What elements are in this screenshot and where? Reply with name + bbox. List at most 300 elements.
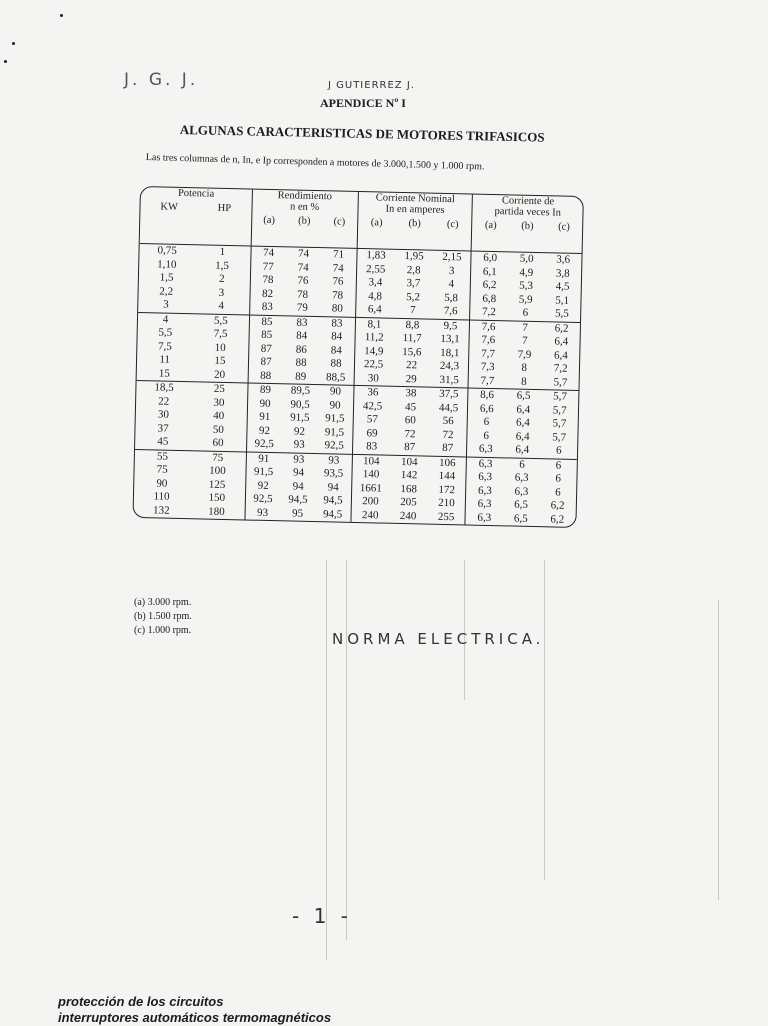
table-cell-value: 92,5 — [254, 437, 274, 451]
table-cell-value: 88 — [330, 357, 342, 370]
table-cell-value: 6 — [483, 415, 490, 428]
table-cell-value: 80 — [331, 302, 343, 315]
power-cell — [138, 244, 250, 315]
speck — [60, 14, 63, 17]
starting-current-cell — [468, 320, 580, 391]
table-cell-value: 15,6 — [402, 345, 422, 358]
table-row-group — [137, 312, 580, 391]
table-cell-value: 4,8 — [368, 289, 383, 303]
table-cell-value: 89,5 — [290, 384, 311, 397]
header-efficiency — [250, 190, 357, 249]
table-cell-value: 76 — [297, 274, 309, 287]
footnote: (a) 3.000 rpm. — [134, 597, 192, 608]
table-cell-value: 94,5 — [288, 493, 308, 506]
header-efficiency-title: Rendimiento — [277, 190, 333, 203]
table-cell-value: 94 — [327, 480, 339, 494]
table-cell-value: 76 — [332, 275, 344, 288]
table-cell-value: 91,5 — [324, 425, 345, 439]
table-cell-value: 3,6 — [556, 253, 571, 266]
table-cell-value: 8,8 — [405, 318, 420, 331]
page-number: - 1 - — [292, 904, 352, 928]
document-subtitle: Las tres columnas de n, In, e Ip corresponden a motores de 3.000,1.500 y 1.000 rpm. — [145, 152, 485, 173]
table-cell-value: 7,2 — [553, 362, 568, 375]
table-cell-value: 7,7 — [481, 347, 496, 360]
bottom-caption-line: protección de los circuitos — [58, 994, 224, 1009]
table-cell-value: 7 — [409, 304, 416, 317]
efficiency-cell — [247, 315, 355, 386]
header-col-a: (a) — [484, 219, 497, 232]
motor-characteristics-table-wrapper — [132, 186, 583, 528]
table-cell-value: 3 — [218, 286, 225, 299]
table-cell-value: 1 — [219, 245, 226, 258]
header-start-subtitle: partida veces In — [494, 206, 562, 219]
header-col-b: (b) — [408, 218, 421, 230]
table-line — [138, 298, 249, 314]
nominal-current-cell — [353, 317, 469, 388]
table-cell-value: 1,10 — [157, 257, 177, 271]
table-cell-value: 29 — [405, 372, 417, 385]
table-cell-value: 5,8 — [444, 291, 459, 304]
table-cell-value: 44,5 — [438, 401, 459, 414]
table-cell-value: 93 — [293, 438, 305, 451]
table-cell-value: 5,7 — [552, 403, 567, 417]
table-cell-value: 6,0 — [483, 251, 498, 265]
table-cell-value: 78 — [296, 288, 309, 301]
table-cell-value: 144 — [438, 469, 456, 483]
table-cell-value: 74 — [297, 261, 309, 274]
table-cell-value: 8,1 — [367, 317, 382, 331]
table-cell-value: 25 — [213, 382, 225, 395]
table-cell-value: 71 — [332, 248, 345, 261]
table-cell-value: 13,1 — [440, 332, 460, 346]
appendix-heading: APENDICE Nº I — [320, 96, 406, 110]
table-cell-value: 3,7 — [406, 277, 421, 290]
table-cell-value: 6,4 — [515, 430, 530, 443]
table-cell-value: 24,3 — [439, 359, 460, 373]
table-cell-value: 200 — [362, 495, 379, 508]
table-cell-value: 74 — [332, 261, 344, 275]
table-cell-value: 42,5 — [362, 399, 383, 413]
table-cell-value: 69 — [366, 426, 378, 439]
scan-line — [346, 560, 347, 940]
header-current-subtitle: In en amperes — [385, 203, 445, 216]
table-cell-value: 77 — [262, 260, 274, 273]
speck — [12, 42, 15, 45]
table-cell-value: 1,5 — [215, 259, 230, 272]
table-cell-value: 31,5 — [439, 373, 459, 386]
header-current — [356, 192, 472, 252]
table-cell-value: 22,5 — [363, 358, 384, 371]
table-line — [356, 303, 470, 319]
header-power-units — [140, 201, 251, 215]
table-cell-value: 20 — [213, 368, 226, 381]
table-cell-value: 6,4 — [515, 416, 530, 429]
table-cell-value: 14,9 — [364, 344, 384, 358]
table-cell-value: 7,7 — [480, 374, 495, 387]
table-cell-value: 6,3 — [477, 497, 492, 511]
table-cell-value: 5,5 — [158, 326, 173, 339]
table-cell-value: 94,5 — [323, 494, 343, 507]
table-cell-value: 5,2 — [406, 290, 421, 303]
table-line — [354, 371, 468, 387]
table-cell-value: 72 — [442, 428, 454, 441]
table-cell-value: 3 — [448, 264, 455, 277]
power-cell — [133, 449, 245, 519]
bottom-caption — [58, 994, 331, 1026]
table-cell-value: 30 — [367, 371, 379, 384]
nominal-current-cell — [355, 249, 471, 320]
table-cell-value: 90 — [329, 385, 342, 398]
table-cell-value: 255 — [437, 510, 455, 523]
table-cell-value: 36 — [367, 386, 379, 399]
table-cell-value: 85 — [261, 315, 273, 328]
table-cell-value: 6,3 — [477, 511, 492, 524]
table-cell-value: 8 — [521, 361, 528, 374]
header-efficiency-cols — [252, 215, 357, 228]
table-cell-value: 90 — [329, 398, 341, 412]
table-cell-value: 7,3 — [480, 360, 495, 374]
table-cell-value: 240 — [399, 509, 417, 522]
table-cell-value: 57 — [366, 413, 378, 426]
table-cell-value: 4 — [218, 299, 225, 312]
table-cell-value: 6,2 — [554, 321, 569, 335]
table-cell-value: 4 — [162, 313, 169, 326]
table-cell-value: 110 — [153, 490, 170, 503]
table-cell-value: 94,5 — [322, 507, 343, 521]
table-cell-value: 3 — [163, 298, 169, 311]
table-cell-value: 92,5 — [324, 439, 344, 452]
table-cell-value: 6,4 — [554, 335, 569, 348]
table-cell-value: 140 — [362, 468, 380, 481]
scan-line — [544, 560, 545, 880]
table-cell-value: 2,15 — [442, 250, 462, 264]
header-power-title: Potencia — [177, 187, 215, 200]
table-cell-value: 45 — [404, 400, 417, 413]
table-cell-value: 7,5 — [213, 327, 228, 341]
table-cell-value: 6,4 — [516, 403, 531, 416]
table-cell-value: 5,1 — [555, 293, 570, 307]
table-cell-value: 8 — [521, 375, 527, 388]
table-line — [135, 435, 246, 451]
header-start-cols — [473, 220, 583, 233]
table-cell-value: 7,6 — [443, 304, 458, 318]
table-cell-value: 1,83 — [366, 249, 386, 262]
table-cell-value: 92,5 — [253, 492, 273, 506]
table-cell-value: 6 — [483, 429, 490, 442]
table-cell-value: 89 — [295, 370, 307, 383]
footnote: (c) 1.000 rpm. — [134, 625, 192, 636]
table-cell-value: 93 — [256, 506, 269, 519]
table-cell-value: 6,1 — [482, 265, 497, 278]
table-cell-value: 50 — [212, 423, 225, 436]
table-cell-value: 37 — [157, 421, 169, 435]
power-cell — [137, 312, 249, 383]
table-line — [353, 440, 467, 456]
table-cell-value: 22 — [158, 394, 170, 408]
scan-line — [326, 560, 327, 960]
table-cell-value: 104 — [400, 455, 418, 468]
table-cell-value: 91,5 — [290, 411, 310, 424]
table-cell-value: 0,75 — [157, 244, 177, 257]
table-line — [248, 369, 353, 385]
table-cell-value: 172 — [438, 483, 456, 496]
table-cell-value: 6,4 — [515, 443, 530, 456]
table-cell-value: 205 — [400, 495, 417, 509]
power-cell — [135, 381, 247, 452]
header-col-b: (b) — [298, 215, 311, 227]
table-cell-value: 5,3 — [519, 279, 534, 292]
table-cell-value: 1,5 — [159, 271, 174, 284]
table-cell-value: 88 — [260, 369, 272, 382]
table-cell-value: 60 — [404, 414, 416, 427]
table-cell-value: 82 — [261, 287, 274, 300]
motor-characteristics-table — [132, 186, 583, 528]
table-cell-value: 6 — [519, 458, 525, 471]
table-cell-value: 84 — [330, 343, 342, 357]
table-cell-value: 88 — [295, 356, 307, 369]
table-cell-value: 75 — [212, 451, 224, 464]
header-power — [140, 187, 252, 246]
table-cell-value: 5,7 — [552, 417, 567, 430]
table-cell-value: 7 — [522, 321, 529, 334]
table-cell-value: 83 — [366, 440, 378, 453]
table-cell-value: 106 — [438, 456, 456, 469]
header-current-title: Corriente Nominal — [375, 192, 455, 206]
table-cell-value: 5,7 — [553, 375, 568, 389]
table-cell-value: 83 — [296, 316, 308, 329]
table-cell-value: 6,5 — [514, 498, 529, 511]
table-cell-value: 92 — [293, 425, 306, 438]
table-cell-value: 89 — [259, 383, 272, 397]
table-cell-value: 6,3 — [477, 484, 492, 497]
table-cell-value: 78 — [331, 288, 344, 302]
table-cell-value: 30 — [157, 408, 170, 421]
table-cell-value: 210 — [438, 496, 455, 510]
table-cell-value: 18,1 — [440, 346, 460, 359]
header-col-a: (a) — [263, 214, 276, 227]
table-cell-value: 240 — [361, 508, 379, 521]
table-cell-value: 94 — [292, 466, 305, 479]
table-cell-value: 168 — [400, 482, 418, 495]
table-cell-value: 15 — [214, 354, 226, 367]
document-title: ALGUNAS CARACTERISTICAS DE MOTORES TRIFASICOS — [179, 122, 545, 145]
table-cell-value: 125 — [208, 478, 226, 491]
table-cell-value: 18,5 — [154, 381, 174, 394]
handwritten-initials: J. G. J. — [124, 70, 199, 90]
table-line — [245, 506, 350, 522]
table-cell-value: 11 — [159, 353, 171, 366]
table-cell-value: 7,6 — [481, 320, 496, 333]
table-cell-value: 86 — [295, 343, 307, 356]
table-cell-value: 6,3 — [478, 457, 493, 470]
table-header-row — [140, 187, 583, 254]
nominal-current-cell — [350, 454, 466, 524]
efficiency-cell — [244, 452, 352, 522]
table-cell-value: 72 — [404, 427, 416, 440]
table-cell-value: 91,5 — [325, 412, 345, 425]
table-cell-value: 6,4 — [367, 303, 382, 316]
table-line — [133, 503, 244, 519]
table-cell-value: 132 — [152, 503, 170, 517]
table-cell-value: 11,2 — [364, 331, 384, 344]
speck — [4, 60, 7, 63]
table-cell-value: 56 — [442, 414, 454, 428]
header-col-c: (c) — [333, 216, 346, 228]
table-row-group — [135, 381, 578, 460]
table-cell-value: 8,6 — [480, 388, 495, 402]
table-line — [137, 366, 248, 382]
table-cell-value: 2,2 — [159, 284, 174, 298]
table-cell-value: 6,5 — [516, 389, 531, 402]
table-cell-value: 4,9 — [519, 266, 534, 279]
table-cell-value: 6 — [555, 459, 562, 472]
table-cell-value: 91 — [258, 452, 270, 465]
table-cell-value: 91,5 — [253, 465, 274, 479]
table-cell-value: 6,2 — [550, 512, 565, 526]
table-line — [471, 306, 581, 322]
table-cell-value: 83 — [331, 316, 343, 330]
table-cell-value: 4,5 — [555, 280, 570, 293]
starting-current-cell — [465, 457, 577, 527]
table-cell-value: 7,5 — [157, 339, 173, 353]
header-efficiency-subtitle: n en % — [289, 201, 320, 214]
table-cell-value: 180 — [208, 505, 225, 518]
table-cell-value: 6,2 — [482, 278, 497, 292]
table-cell-value: 95 — [291, 507, 304, 520]
table-cell-value: 92 — [258, 424, 271, 437]
table-cell-value: 2 — [218, 272, 225, 285]
table-cell-value: 6 — [522, 306, 529, 319]
header-hp: HP — [217, 202, 232, 215]
table-cell-value: 1,95 — [404, 250, 424, 263]
table-cell-value: 85 — [261, 328, 273, 342]
table-cell-value: 90,5 — [290, 397, 310, 411]
starting-current-cell — [470, 252, 582, 323]
table-line — [469, 374, 579, 390]
table-cell-value: 6,8 — [482, 292, 497, 305]
footnotes — [134, 596, 192, 638]
table-cell-value: 88,5 — [325, 370, 346, 384]
table-cell-value: 6 — [555, 472, 562, 485]
table-cell-value: 10 — [214, 341, 226, 354]
table-cell-value: 93 — [328, 453, 340, 467]
header-start-title: Corriente de — [501, 195, 555, 208]
table-row-group — [138, 244, 581, 323]
table-cell-value: 90 — [259, 397, 271, 410]
table-cell-value: 6,5 — [513, 512, 528, 525]
table-cell-value: 78 — [262, 273, 274, 287]
header-col-b: (b) — [521, 220, 534, 232]
table-cell-value: 74 — [262, 246, 275, 260]
table-row-group — [133, 449, 576, 527]
table-cell-value: 5,7 — [553, 390, 568, 403]
table-cell-value: 7,6 — [481, 333, 496, 347]
handwritten-author: J GUTIERREZ J. — [328, 80, 415, 91]
scan-line — [718, 600, 719, 900]
table-cell-value: 40 — [213, 409, 225, 422]
table-cell-value: 22 — [405, 359, 418, 372]
table-cell-value: 6 — [555, 444, 562, 457]
table-cell-value: 6,3 — [478, 470, 493, 484]
table-cell-value: 94 — [292, 480, 304, 493]
table-cell-value: 11,7 — [402, 332, 422, 345]
header-kw: KW — [160, 201, 179, 213]
table-cell-value: 6,3 — [478, 442, 493, 456]
header-current-cols — [358, 217, 472, 231]
table-line — [247, 437, 352, 453]
table-cell-value: 7,9 — [517, 348, 532, 361]
table-cell-value: 87 — [260, 355, 272, 369]
efficiency-cell — [249, 247, 357, 318]
table-cell-value: 7 — [521, 334, 528, 347]
handwritten-note: NORMA ELECTRICA. — [332, 630, 545, 648]
table-line — [467, 443, 577, 459]
table-cell-value: 84 — [296, 329, 308, 342]
table-cell-value: 6,2 — [550, 499, 565, 512]
nominal-current-cell — [352, 386, 468, 457]
table-cell-value: 104 — [363, 454, 380, 468]
table-cell-value: 6,6 — [479, 402, 494, 415]
header-col-a: (a) — [370, 217, 383, 229]
table-cell-value: 2,55 — [365, 262, 386, 276]
table-cell-value: 1661 — [359, 481, 382, 495]
table-cell-value: 15 — [158, 366, 171, 380]
table-cell-value: 75 — [156, 463, 168, 476]
starting-current-cell — [466, 388, 578, 459]
table-cell-value: 6,3 — [514, 471, 529, 484]
footnote: (b) 1.500 rpm. — [134, 611, 192, 622]
efficiency-cell — [245, 383, 353, 454]
table-cell-value: 38 — [405, 387, 417, 400]
table-cell-value: 93 — [293, 453, 305, 466]
table-line — [250, 301, 355, 317]
table-cell-value: 4 — [448, 278, 455, 291]
table-cell-value: 93,5 — [323, 467, 344, 480]
table-cell-value: 91 — [259, 410, 271, 424]
table-cell-value: 5,7 — [552, 430, 567, 444]
table-cell-value: 5,5 — [554, 307, 569, 320]
table-cell-value: 100 — [209, 464, 226, 478]
table-cell-value: 6 — [555, 485, 561, 499]
table-cell-value: 87 — [441, 441, 454, 455]
table-cell-value: 142 — [400, 468, 418, 482]
header-col-c: (c) — [446, 218, 459, 231]
table-cell-value: 87 — [260, 342, 272, 355]
table-cell-value: 87 — [404, 441, 416, 454]
table-cell-value: 150 — [208, 491, 226, 505]
table-cell-value: 83 — [261, 300, 273, 314]
table-cell-value: 3,8 — [555, 266, 570, 280]
table-cell-value: 84 — [331, 330, 343, 343]
table-cell-value: 90 — [156, 476, 168, 490]
table-cell-value: 9,5 — [443, 319, 458, 332]
bottom-caption-line: interruptores automáticos termomagnéticos — [58, 1010, 332, 1025]
table-cell-value: 6,4 — [553, 348, 569, 362]
table-cell-value: 3,4 — [368, 276, 383, 289]
table-cell-value: 60 — [212, 436, 224, 449]
table-cell-value: 5,0 — [519, 252, 534, 265]
header-starting-current — [471, 195, 583, 254]
table-cell-value: 7,2 — [481, 305, 496, 319]
table-cell-value: 30 — [213, 396, 225, 409]
table-cell-value: 79 — [296, 301, 308, 314]
table-line — [351, 508, 465, 524]
table-cell-value: 92 — [257, 479, 269, 492]
table-cell-value: 5,9 — [518, 293, 533, 306]
table-cell-value: 37,5 — [439, 387, 459, 401]
table-cell-value: 6,3 — [514, 485, 529, 498]
table-cell-value: 5,5 — [213, 314, 228, 327]
